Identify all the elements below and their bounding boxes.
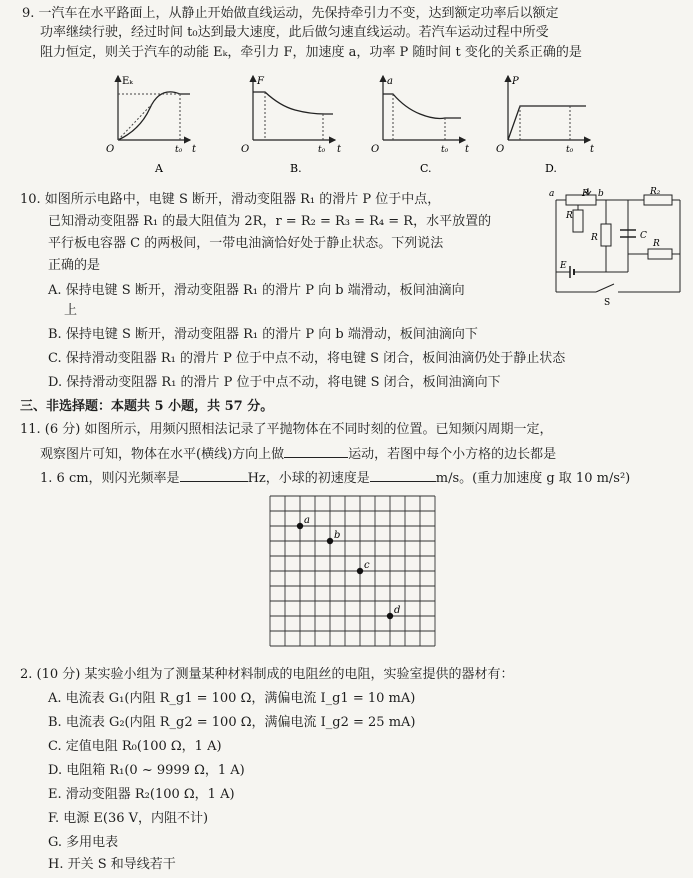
circuit-label-r-top: R [566,211,573,221]
circuit-label-r2: R₂ [650,187,661,197]
q11-line-2-b: 运动，若图中每个小方格的边长都是 [348,447,557,462]
point-label-c: c [364,560,370,571]
circuit-label-a: a [549,189,555,199]
circuit-label-r-left: R [591,233,598,243]
q11-line-3-c: m/s。(重力加速度 g 取 10 m/s²) [435,471,631,486]
graph-b-t: t [337,144,342,155]
q9-line-2: 功率继续行驶，经过时间 t₀达到最大速度，此后做匀速直线运动。若汽车运动过程中所受 [40,25,549,40]
graph-a [106,76,197,155]
graph-c [371,76,470,155]
graph-b-origin: O [241,144,250,155]
graph-a-t0: t₀ [175,145,183,155]
graph-b-t0: t₀ [318,145,326,155]
q11-line-2 [40,445,556,464]
point-d [387,613,393,619]
graph-c-t: t [465,144,470,155]
circuit-label-r-right: R [653,239,660,249]
q12-intro: 2. (10 分) 某实验小组为了测量某种材料制成的电阻丝的电阻，实验室提供的器材有： [20,667,514,682]
graph-d-origin: O [496,144,505,155]
q12-item-d: D. 电阻箱 R₁(0 ~ 9999 Ω，1 A) [48,763,245,778]
q10-line-3: 平行板电容器 C 的两极间，一带电油滴恰好处于静止状态。下列说法 [48,236,444,251]
q11-blank-motion[interactable] [284,445,348,458]
q10-option-d: D. 保持滑动变阻器 R₁ 的滑片 P 位于中点不动，将电键 S 闭合，板间油滴向下 [48,375,501,390]
q10-option-a: A. 保持电键 S 断开，滑动变阻器 R₁ 的滑片 P 向 b 端滑动，板间油滴向 [48,283,465,298]
graph-b [241,76,342,155]
q11-blank-frequency[interactable] [180,469,248,482]
circuit-label-c: C [640,231,647,241]
graph-b-caption: B. [290,162,302,175]
circuit-label-s: S [604,298,611,308]
q10-line-2: 已知滑动变阻器 R₁ 的最大阻值为 2R，r = R₂ = R₃ = R₄ = R，水平放置的 [48,214,492,229]
q12-item-f: F. 电源 E(36 V，内阻不计) [48,811,209,826]
graph-a-t: t [192,144,197,155]
q12-item-b: B. 电流表 G₂(内阻 R_g2 = 100 Ω，满偏电流 I_g2 = 25 mA) [48,715,416,730]
q10-line-4: 正确的是 [48,258,101,273]
circuit-label-e: E [560,261,567,271]
q10-option-a-cont: 上 [64,303,78,318]
q9-graphs [100,70,660,180]
point-a [297,523,303,529]
q11-grid [268,494,438,650]
graph-c-ylabel: a [387,76,393,87]
q12-item-g: G. 多用电表 [48,835,119,850]
graph-c-t0: t₀ [441,145,449,155]
q12-item-a: A. 电流表 G₁(内阻 R_g1 = 100 Ω，满偏电流 I_g1 = 10 mA) [48,691,416,706]
q12-item-h: H. 开关 S 和导线若干 [48,857,176,872]
section-3-heading: 三、非选择题：本题共 5 小题，共 57 分。 [20,399,274,414]
circuit-label-p: P [582,189,589,199]
point-c [357,568,363,574]
graph-d [496,76,595,155]
graph-a-origin: O [106,144,115,155]
graph-d-t0: t₀ [566,145,574,155]
q11-line-3 [40,469,630,488]
q10-option-b: B. 保持电键 S 断开，滑动变阻器 R₁ 的滑片 P 向 b 端滑动，板间油滴向下 [48,327,478,342]
q9-line-3: 阻力恒定，则关于汽车的动能 Eₖ，牵引力 F，加速度 a，功率 P 随时间 t 变化的关系正确的是 [40,45,582,60]
graph-d-ylabel: P [512,76,519,87]
point-b [327,538,333,544]
q12-item-e: E. 滑动变阻器 R₂(100 Ω，1 A) [48,787,235,802]
graph-b-ylabel: F [257,76,264,87]
graph-a-caption: A [155,162,163,175]
q11-line-3-a: 1. 6 cm，则闪光频率是 [40,471,180,486]
graph-c-origin: O [371,144,380,155]
q10-line-1: 10. 如图所示电路中，电键 S 断开，滑动变阻器 R₁ 的滑片 P 位于中点， [20,192,441,207]
q9-line-1: 9. 一汽车在水平路面上，从静止开始做直线运动，先保持牵引力不变，达到额定功率后以额定 [22,6,559,21]
circuit-label-b: b [598,189,604,199]
point-label-d: d [394,605,401,616]
q11-line-3-b: Hz，小球的初速度是 [247,471,370,486]
q10-circuit [548,184,688,308]
graph-d-t: t [590,144,595,155]
point-label-b: b [334,530,341,541]
point-label-a: a [304,515,310,526]
graph-d-caption: D. [545,162,557,175]
q10-option-c: C. 保持滑动变阻器 R₁ 的滑片 P 位于中点不动，将电键 S 闭合，板间油滴仍处于静止状态 [48,351,566,366]
graph-a-ylabel: Eₖ [122,76,133,87]
q12-item-c: C. 定值电阻 R₀(100 Ω，1 A) [48,739,222,754]
q11-line-2-a: 观察图片可知，物体在水平(横线)方向上做 [40,447,285,462]
q11-line-1: 11. (6 分) 如图所示，用频闪照相法记录了平抛物体在不同时刻的位置。已知频闪周期一定， [20,422,553,437]
graph-c-caption: C. [420,162,432,175]
q11-blank-velocity[interactable] [370,469,436,482]
